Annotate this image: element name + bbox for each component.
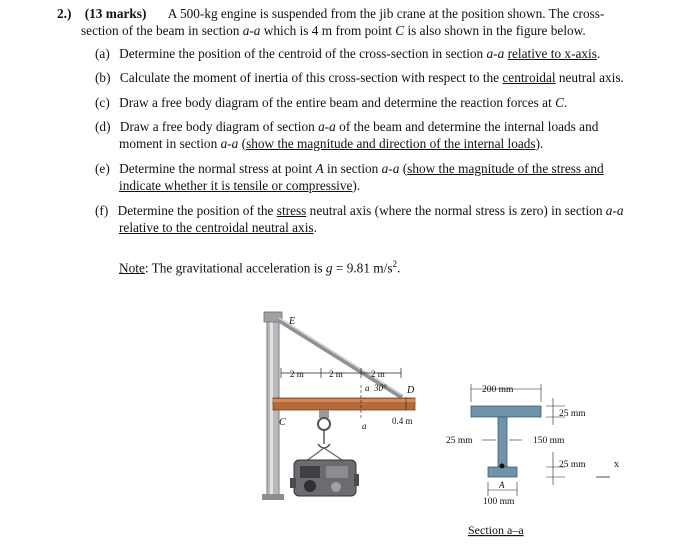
label-a-bottom: a bbox=[362, 421, 367, 431]
label-A: A bbox=[499, 480, 505, 490]
dim-25mm-top: 25 mm bbox=[559, 409, 586, 419]
dim-0-4m: 0.4 m bbox=[392, 416, 413, 426]
part-d-line2: moment in section a-a (show the magnitude and direction of the internal loads). bbox=[119, 136, 544, 151]
dim-200mm: 200 mm bbox=[482, 385, 514, 395]
part-c: (c) Draw a free body diagram of the entire beam and determine the reaction forces at C. bbox=[95, 95, 568, 110]
problem-intro-line2: section of the beam in section a-a which is 4 m from point C is also shown in the figure below. bbox=[81, 23, 586, 38]
part-a: (a) Determine the position of the centroid of the cross-section in section a-a relative to x-axis. bbox=[95, 46, 601, 61]
dim-2m-3: 2 m bbox=[371, 369, 385, 379]
part-e-line2: indicate whether it is tensile or compressive). bbox=[119, 178, 361, 193]
part-b: (b) Calculate the moment of inertia of this cross-section with respect to the centroidal neutral axis. bbox=[95, 70, 624, 85]
section-caption: Section a–a bbox=[468, 523, 524, 537]
top-flange bbox=[471, 406, 541, 417]
label-E: E bbox=[289, 316, 296, 327]
dim-100mm: 100 mm bbox=[483, 497, 515, 507]
angle-label: 30° bbox=[374, 383, 387, 393]
dim-150mm: 150 mm bbox=[533, 436, 565, 446]
part-f-line2: relative to the centroidal neutral axis. bbox=[119, 220, 317, 235]
axis-x-label: x bbox=[614, 459, 619, 470]
point-A bbox=[500, 464, 505, 469]
dim-2m-1: 2 m bbox=[290, 369, 304, 379]
part-e-line1: (e) Determine the normal stress at point A in section a-a (show the magnitude of the stress and bbox=[95, 161, 604, 176]
problem-header: 2.) (13 marks) A 500-kg engine is suspended from the jib crane at the position shown. The cross- bbox=[57, 6, 605, 21]
dim-25mm-web: 25 mm bbox=[446, 436, 473, 446]
part-f-line1: (f) Determine the position of the stress neutral axis (where the normal stress is zero) in section a-a bbox=[95, 203, 624, 218]
label-C: C bbox=[279, 417, 286, 428]
dim-2m-2: 2 m bbox=[329, 369, 343, 379]
label-D: D bbox=[407, 385, 415, 396]
bottom-flange bbox=[488, 467, 517, 477]
part-d-line1: (d) Draw a free body diagram of section a-a of the beam and determine the internal loads and bbox=[95, 119, 599, 134]
web bbox=[498, 417, 507, 467]
dim-25mm-bottom: 25 mm bbox=[559, 460, 586, 470]
label-a-top: a bbox=[365, 383, 370, 393]
note: Note: The gravitational acceleration is g = 9.81 $m/s^2$. bbox=[119, 259, 401, 276]
